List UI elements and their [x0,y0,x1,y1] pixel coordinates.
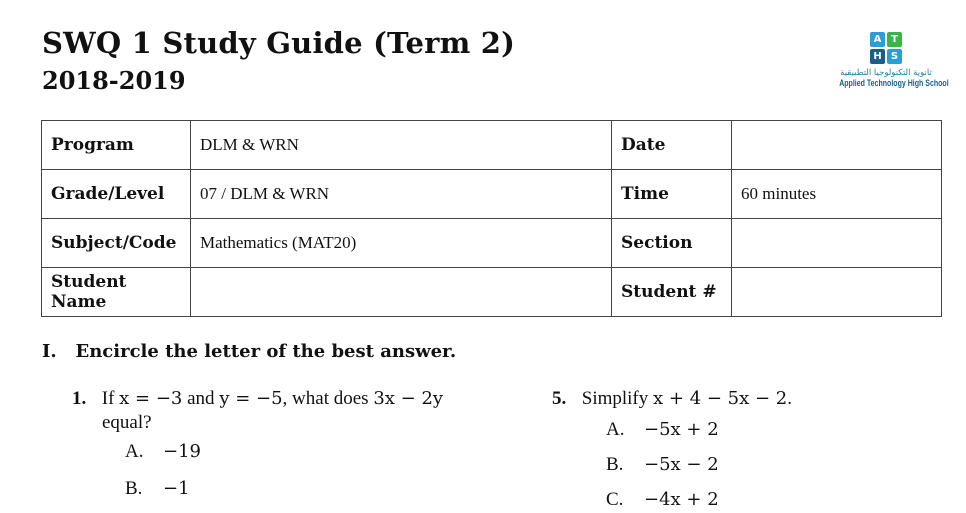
student-name-label: Student Name [42,268,191,317]
option-value: −1 [163,478,190,499]
logo-letter-s: S [887,49,902,64]
option-b[interactable] [606,454,719,476]
question-number: 5. [552,388,567,409]
table-row [42,121,942,170]
program-value: DLM & WRN [191,121,612,170]
option-letter: A. [606,419,625,440]
math-expression: 3x − 2y [373,388,444,409]
table-row [42,268,942,317]
grade-value: 07 / DLM & WRN [191,170,612,219]
question-text: Simplify [581,388,654,409]
student-info-table [41,120,942,317]
question-text: If [101,388,120,409]
question-1 [72,388,443,410]
option-a[interactable] [606,419,719,441]
student-name-field[interactable] [191,268,612,317]
date-label: Date [612,121,732,170]
math-expression: x + 4 − 5x − 2 [653,388,788,409]
school-logo [826,30,949,100]
option-letter: C. [606,489,624,510]
option-value: −5x − 2 [644,454,719,475]
question-1-continuation: equal? [102,412,152,433]
logo-arabic-text: ثانوية التكنولوجيا التطبيقية [840,68,932,78]
math-expression: x = −3 [119,388,183,409]
option-letter: B. [125,478,143,499]
option-value: −4x + 2 [644,489,719,510]
logo-letter-a: A [870,32,885,47]
question-text: . [787,388,793,409]
grade-label: Grade/Level [42,170,191,219]
option-c[interactable] [606,489,719,511]
time-value: 60 minutes [732,170,942,219]
school-year: 2018-2019 [42,66,186,95]
option-value: −19 [163,441,201,462]
student-number-label: Student # [612,268,732,317]
student-number-field[interactable] [732,268,942,317]
option-value: −5x + 2 [644,419,719,440]
logo-english-text: Applied Technology High School [839,78,949,88]
table-row [42,219,942,268]
option-letter: A. [125,441,144,462]
option-b[interactable] [125,478,190,500]
time-label: Time [612,170,732,219]
program-label: Program [42,121,191,170]
option-a[interactable] [125,441,201,463]
table-row [42,170,942,219]
logo-letter-t: T [887,32,902,47]
section-heading: I. Encircle the letter of the best answer. [42,341,457,362]
subject-label: Subject/Code [42,219,191,268]
subject-value: Mathematics (MAT20) [191,219,612,268]
math-expression: y = −5 [219,388,283,409]
question-text: , what does [282,388,374,409]
section-field[interactable] [732,219,942,268]
logo-letter-h: H [870,49,885,64]
option-letter: B. [606,454,624,475]
date-field[interactable] [732,121,942,170]
page-title: SWQ 1 Study Guide (Term 2) [42,26,516,60]
question-5 [552,388,792,410]
question-number: 1. [72,388,87,409]
section-label: Section [612,219,732,268]
question-text: and [182,388,220,409]
logo-grid [866,30,906,66]
